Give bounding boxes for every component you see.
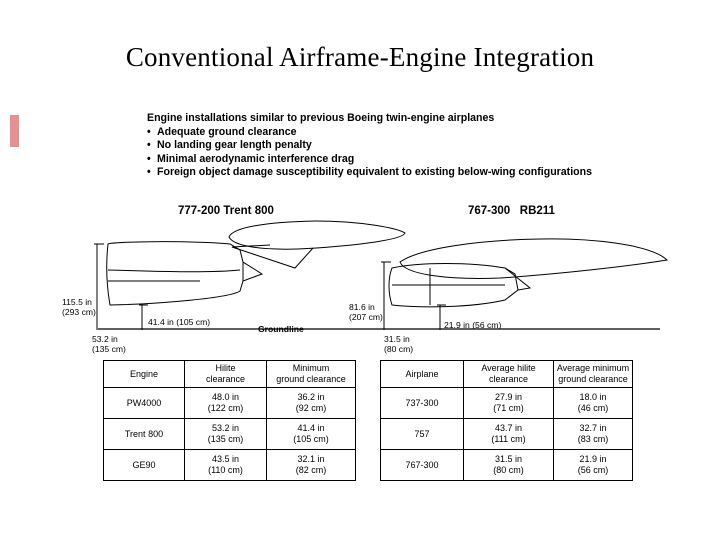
table-row	[104, 450, 356, 481]
table-row	[104, 419, 356, 450]
table-cell: 767-300	[381, 450, 464, 481]
dimension-line	[139, 305, 148, 330]
dim-767-clearance: 21.9 in (56 cm)	[444, 320, 502, 330]
page-title: Conventional Airframe-Engine Integration	[125, 42, 595, 72]
table-row	[381, 450, 633, 481]
groundline-label: Groundline	[258, 324, 304, 334]
diagram-title-777: 777-200 Trent 800	[178, 205, 274, 217]
diagram-title-767: 767-300 RB211	[468, 205, 555, 217]
table-cell: 43.7 in (111 cm)	[464, 419, 554, 450]
table-header-row	[381, 361, 633, 388]
table-row	[381, 419, 633, 450]
column-header: Average minimum ground clearance	[554, 361, 633, 388]
dim-777-height: 115.5 in (293 cm)	[62, 297, 96, 317]
table-cell: 48.0 in (122 cm)	[185, 388, 267, 419]
airplane-clearance-table	[380, 360, 633, 481]
wing-777	[229, 221, 405, 249]
bullet-text: Adequate ground clearance	[157, 125, 297, 138]
bullet-icon: •	[147, 139, 151, 152]
table-cell: 53.2 in (135 cm)	[185, 419, 267, 450]
bullet-icon: •	[147, 152, 151, 165]
table-cell: 21.9 in (56 cm)	[554, 450, 633, 481]
bullet-icon: •	[147, 125, 151, 138]
column-header: Minimum ground clearance	[267, 361, 356, 388]
column-header: Hilite clearance	[185, 361, 267, 388]
table-cell: 36.2 in (92 cm)	[267, 388, 356, 419]
dim-777-hilite: 53.2 in (135 cm)	[92, 334, 126, 354]
bullet-text: Foreign object damage susceptibility equivalent to existing below-wing configurations	[157, 166, 592, 179]
table-cell: Trent 800	[104, 419, 185, 450]
column-header: Airplane	[381, 361, 464, 388]
bullet-text: Minimal aerodynamic interference drag	[157, 152, 355, 165]
table-cell: 27.9 in (71 cm)	[464, 388, 554, 419]
wing-767	[400, 239, 667, 279]
dimension-line	[94, 244, 104, 330]
bullet-heading: Engine installations similar to previous Boeing twin-engine airplanes	[147, 112, 495, 124]
table-header-row	[104, 361, 356, 388]
table-cell: PW4000	[104, 388, 185, 419]
table-cell: 31.5 in (80 cm)	[464, 450, 554, 481]
column-header: Average hilite clearance	[464, 361, 554, 388]
dim-767-height: 81.6 in (207 cm)	[349, 302, 383, 322]
table-cell: 32.7 in (83 cm)	[554, 419, 633, 450]
bullet-text: No landing gear length penalty	[157, 139, 312, 152]
table-cell: 41.4 in (105 cm)	[267, 419, 356, 450]
table-cell: 32.1 in (82 cm)	[267, 450, 356, 481]
dim-767-hilite: 31.5 in (80 cm)	[384, 334, 414, 354]
table-row	[104, 388, 356, 419]
table-cell: 757	[381, 419, 464, 450]
table-row	[381, 388, 633, 419]
table-cell: 737-300	[381, 388, 464, 419]
table-cell: GE90	[104, 450, 185, 481]
table-cell: 43.5 in (110 cm)	[185, 450, 267, 481]
column-header: Engine	[104, 361, 185, 388]
dim-777-clearance: 41.4 in (105 cm)	[148, 317, 211, 327]
table-cell: 18.0 in (46 cm)	[554, 388, 633, 419]
nacelle-777	[107, 242, 262, 305]
bullet-icon: •	[147, 166, 151, 179]
engine-clearance-table	[103, 360, 356, 481]
